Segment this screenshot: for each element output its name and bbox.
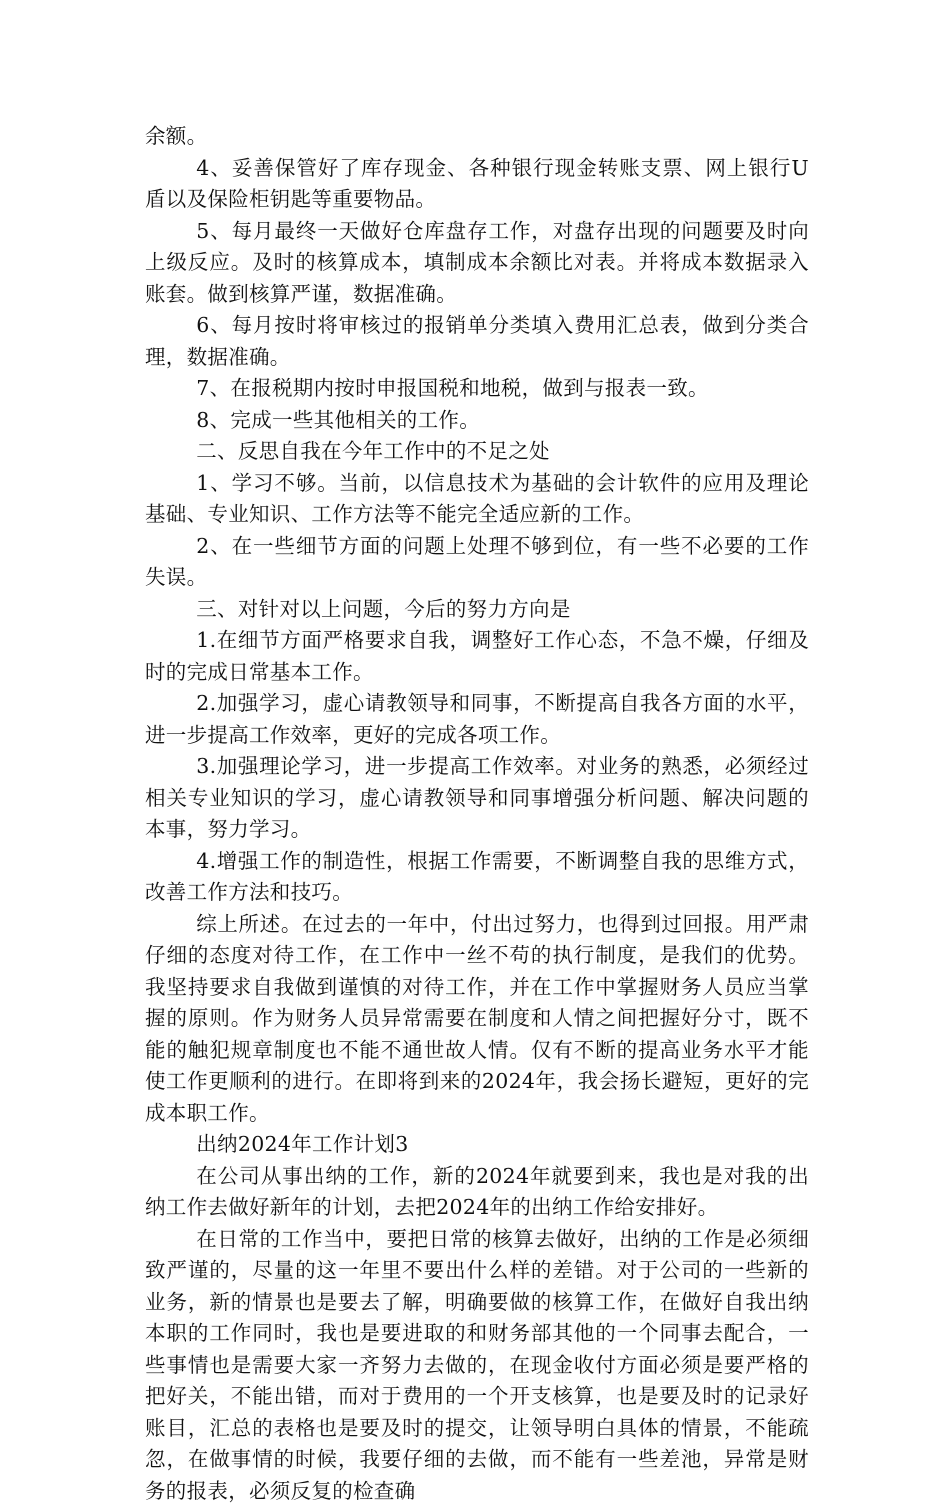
paragraph-3: 6、每月按时将审核过的报销单分类填入费用汇总表，做到分类合理，数据准确。 [145, 310, 809, 373]
paragraph-13: 4.增强工作的制造性，根据工作需要，不断调整自我的思维方式，改善工作方法和技巧。 [145, 846, 809, 909]
paragraph-10: 1.在细节方面严格要求自我，调整好工作心态，不急不燥，仔细及时的完成日常基本工作。 [145, 625, 809, 688]
paragraph-12: 3.加强理论学习，进一步提高工作效率。对业务的熟悉，必须经过相关专业知识的学习，虚心请教领导和同事增强分析问题、解决问题的本事，努力学习。 [145, 751, 809, 846]
paragraph-11: 2.加强学习，虚心请教领导和同事，不断提高自我各方面的水平，进一步提高工作效率，更好的完成各项工作。 [145, 688, 809, 751]
paragraph-17: 在日常的工作当中，要把日常的核算去做好，出纳的工作是必须细致严谨的，尽量的这一年里不要出什么样的差错。对于公司的一些新的业务，新的情景也是要去了解，明确要做的核算工作，在做好自我出纳本职的工作同时，我也是要进取的和财务部其他的一个同事去配合，一些事情也是需要大家一齐努力去做的，在现金收付方面必须是要严格的把好关，不能出错，而对于费用的一个开支核算，也是要及时的记录好账目，汇总的表格也是要及时的提交，让领导明白具体的情景，不能疏忽，在做事情的时候，我要仔细的去做，而不能有一些差池，异常是财务的报表，必须反复的检查确 [145, 1224, 809, 1507]
paragraph-7: 1、学习不够。当前，以信息技术为基础的会计软件的应用及理论基础、专业知识、工作方法等不能完全适应新的工作。 [145, 468, 809, 531]
section-heading-2: 二、反思自我在今年工作中的不足之处 [145, 436, 809, 468]
section-heading-3: 三、对针对以上问题，今后的努力方向是 [145, 594, 809, 626]
plan-title: 出纳2024年工作计划3 [145, 1129, 809, 1161]
paragraph-16: 在公司从事出纳的工作，新的2024年就要到来，我也是对我的出纳工作去做好新年的计划，去把2024年的出纳工作给安排好。 [145, 1161, 809, 1224]
paragraph-1: 4、妥善保管好了库存现金、各种银行现金转账支票、网上银行U盾以及保险柜钥匙等重要物品。 [145, 153, 809, 216]
paragraph-0: 余额。 [145, 121, 809, 153]
paragraph-5: 8、完成一些其他相关的工作。 [145, 405, 809, 437]
paragraph-8: 2、在一些细节方面的问题上处理不够到位，有一些不必要的工作失误。 [145, 531, 809, 594]
document-body [145, 121, 809, 1507]
paragraph-2: 5、每月最终一天做好仓库盘存工作，对盘存出现的问题要及时向上级反应。及时的核算成本，填制成本余额比对表。并将成本数据录入账套。做到核算严谨，数据准确。 [145, 216, 809, 311]
summary-paragraph: 综上所述。在过去的一年中，付出过努力，也得到过回报。用严肃仔细的态度对待工作，在工作中一丝不苟的执行制度，是我们的优势。我坚持要求自我做到谨慎的对待工作，并在工作中掌握财务人员应当掌握的原则。作为财务人员异常需要在制度和人情之间把握好分寸，既不能的触犯规章制度也不能不通世故人情。仅有不断的提高业务水平才能使工作更顺利的进行。在即将到来的2024年，我会扬长避短，更好的完成本职工作。 [145, 909, 809, 1130]
paragraph-4: 7、在报税期内按时申报国税和地税，做到与报表一致。 [145, 373, 809, 405]
